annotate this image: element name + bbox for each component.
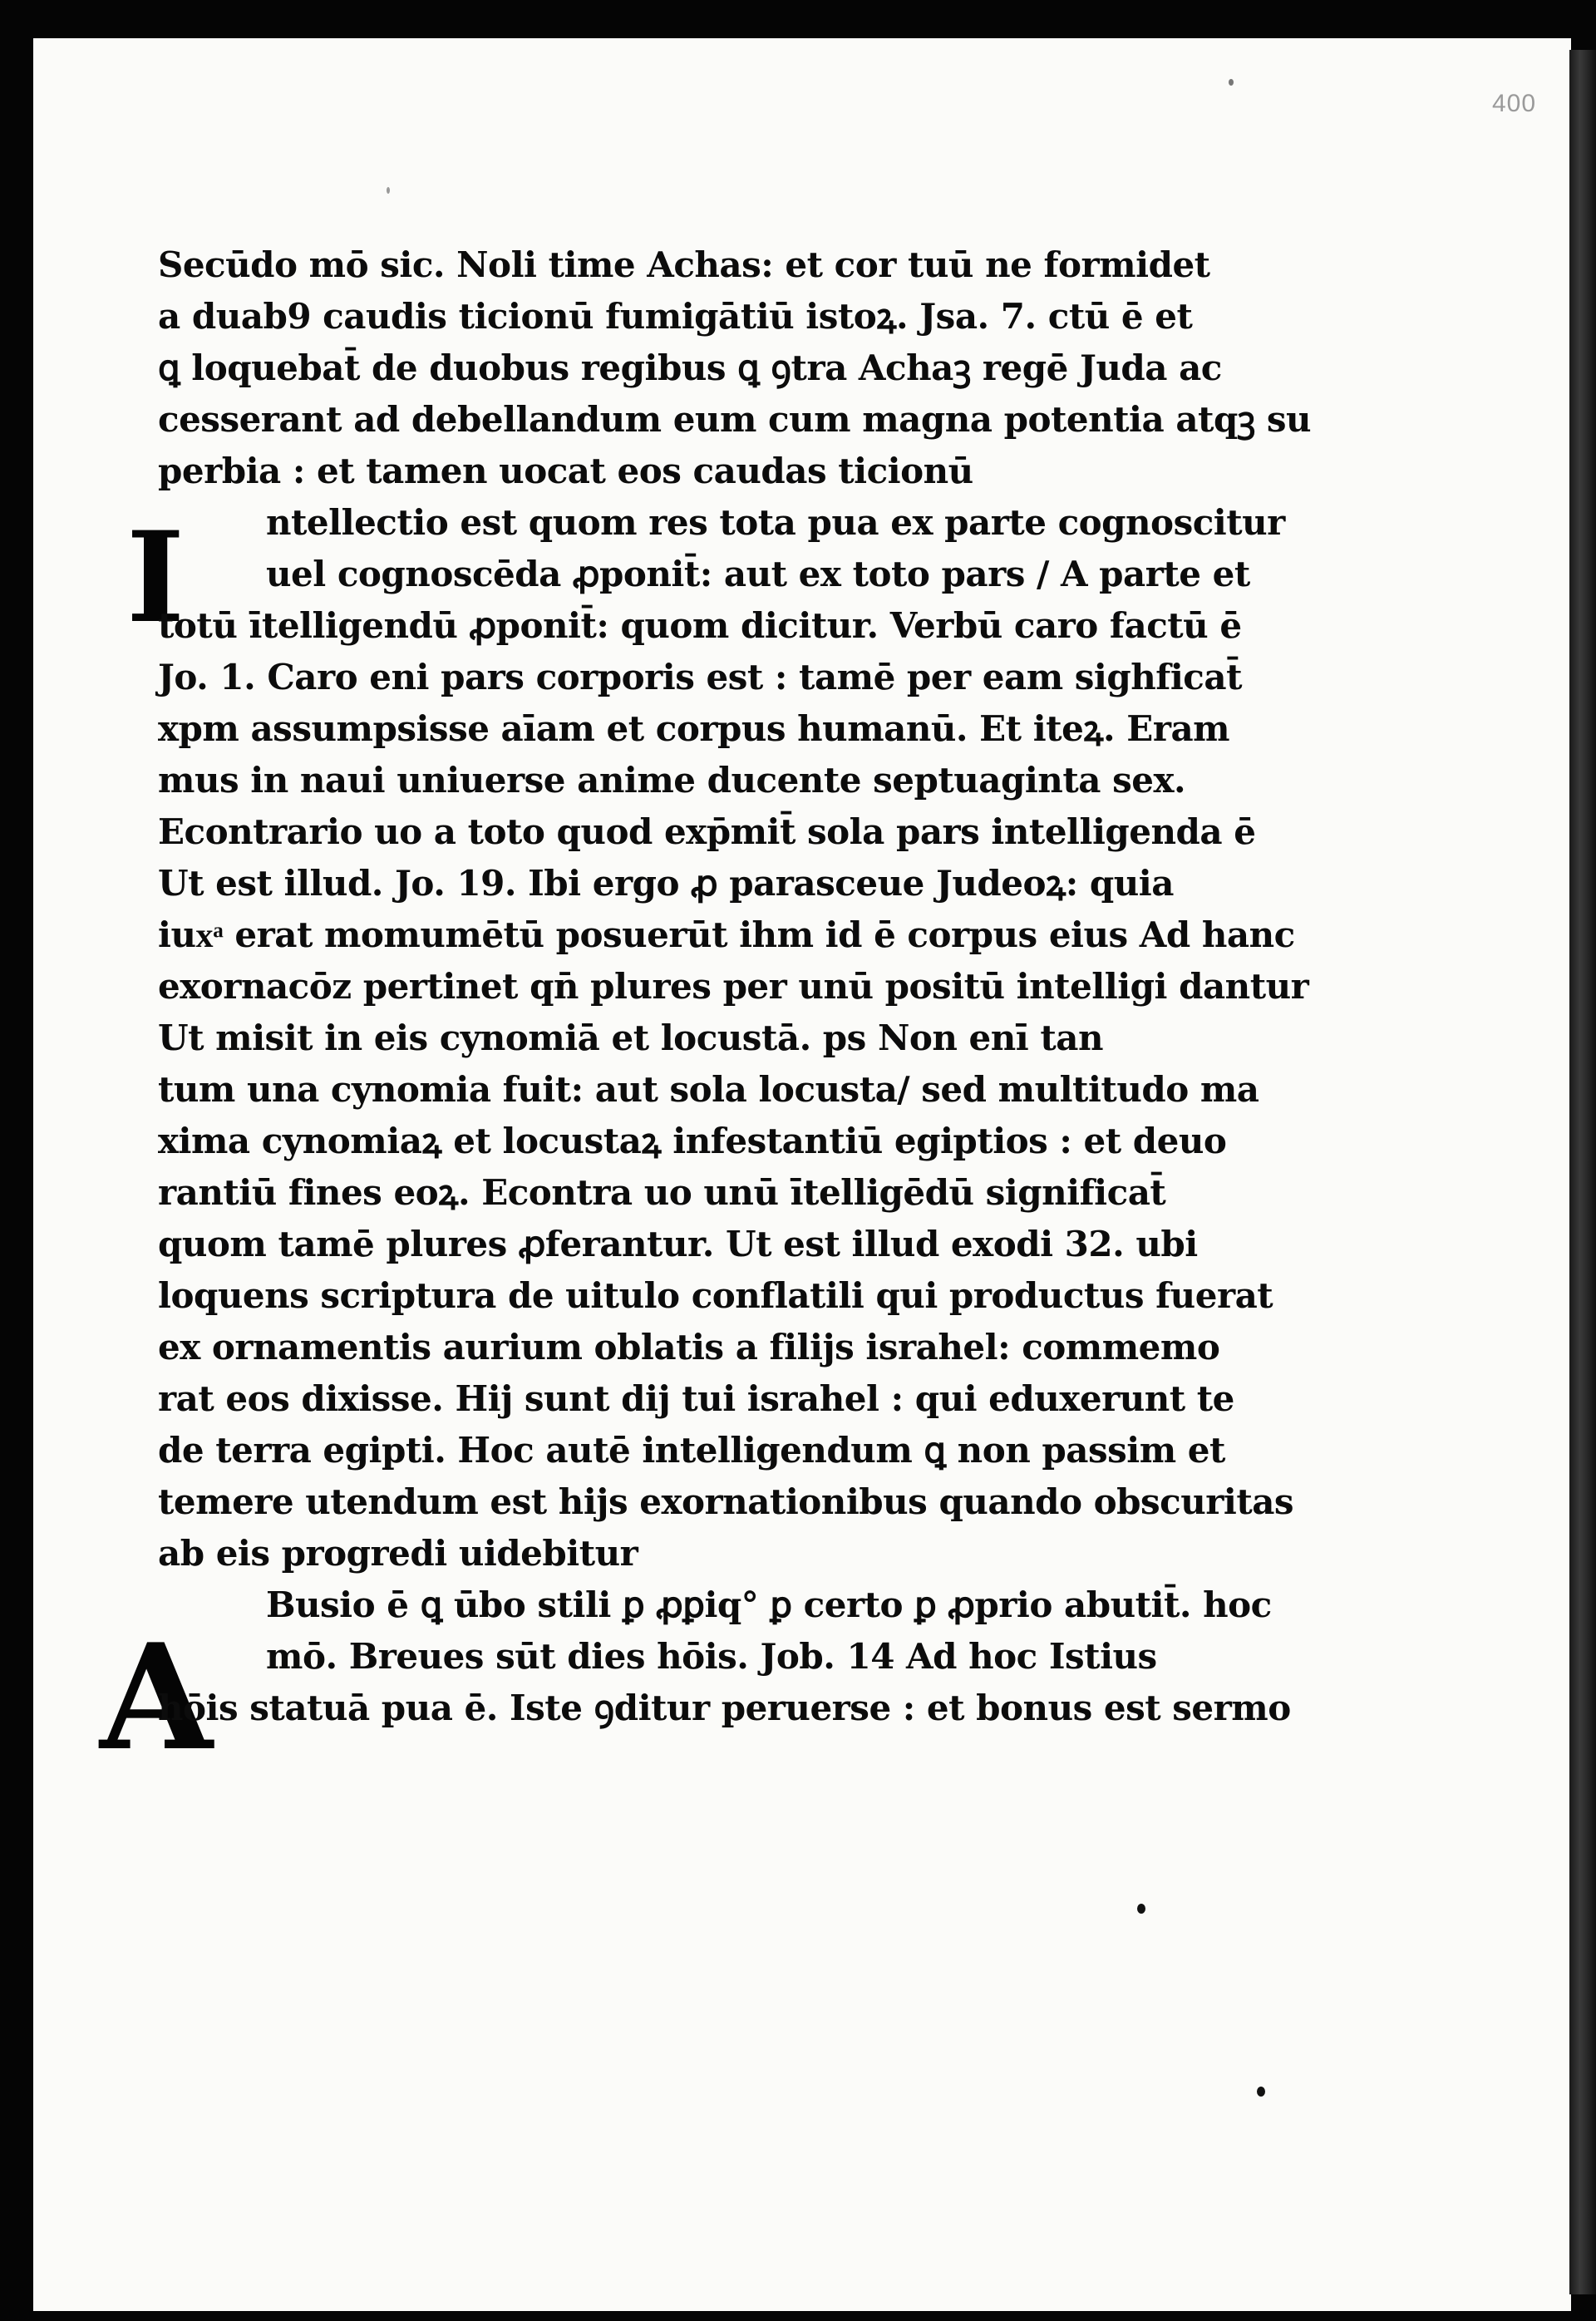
text-line: mus in naui uniuerse anime ducente septuaginta sex. [158,760,1186,801]
text-line: de terra egipti. Hoc autē intelligendum ꝗ non passim et [158,1430,1225,1471]
text-line: Econtrario uo a toto quod exp̄mit̄ sola pars intelligenda ē [158,811,1256,852]
text-line: Ut misit in eis cynomiā et locustā. ps Non enī tan [158,1018,1103,1058]
blackletter-text-block [158,239,1312,1734]
ink-speck [1229,79,1234,86]
text-line: Jo. 1. Caro eni pars corporis est : tamē per eam sighficat̄ [158,657,1242,697]
text-line: xima cynomiaꝝ et locustaꝝ infestantiū egiptios : et deuo [158,1121,1227,1161]
page-edge-shadow [1569,50,1596,2294]
text-line: xpm assumpsisse aīam et corpus humanū. Et iteꝝ. Eram [158,708,1230,749]
ink-speck [1137,1904,1145,1914]
text-line: Busio ē ꝗ ūbo stili ꝑ ꝓꝑiq° ꝑ certo ꝑ ꝓprio abutit̄. hoc [266,1584,1272,1625]
text-line: a duab9 caudis ticionū fumigātiū istoꝝ. Jsa. 7. ctū ē et [158,296,1193,337]
text-line: ntellectio est quom res tota pua ex parte cognoscitur [266,502,1285,543]
text-line: rat eos dixisse. Hij sunt dij tui israhel : qui eduxerunt te [158,1378,1234,1419]
ink-speck [387,187,390,194]
text-line: ab eis progredi uidebitur [158,1533,638,1574]
text-line: tum una cynomia fuit: aut sola locusta/ sed multitudo ma [158,1069,1259,1110]
text-line: mō. Breues sūt dies hōis. Job. 14 Ad hoc Istius [266,1636,1157,1677]
text-line: hōis statuā pua ē. Iste ꝯditur peruerse : et bonus est sermo [158,1688,1291,1728]
text-line: iuxͣ erat momumētū posuerūt ihm id ē corpus eius Ad hanc [158,914,1295,955]
decorated-initial-i: I [126,505,185,651]
text-line: ex ornamentis aurium oblatis a filijs israhel: commemo [158,1327,1220,1367]
text-line: temere utendum est hijs exornationibus quando obscuritas [158,1481,1294,1522]
text-line: Secūdo mō sic. Noli time Achas: et cor tuū ne formidet [158,244,1210,285]
text-line: rantiū fines eoꝝ. Econtra uo unū ītelligēdū significat̄ [158,1172,1166,1213]
text-line: exornacōz pertinet qn̄ plures per unū positū intelligi dantur [158,966,1309,1007]
ink-speck [1257,2087,1265,2097]
text-line: Ut est illud. Jo. 19. Ibi ergo ꝓ parasceue Judeoꝝ: quia [158,863,1174,904]
decorated-initial-a: A [100,1613,213,1783]
text-line: perbia : et tamen uocat eos caudas ticionū [158,451,973,491]
text-line: uel cognoscēda ꝓponit̄: aut ex toto pars / A parte et [266,554,1250,594]
text-line: ꝗ loquebat̄ de duobus regibus ꝗ ꝯtra Achaꝫ regē Juda ac [158,347,1222,388]
text-line: cesserant ad debellandum eum cum magna potentia atqꝫ su [158,399,1312,440]
folio-number: 400 [1492,90,1537,117]
text-line: loquens scriptura de uitulo conflatili qui productus fuerat [158,1275,1273,1316]
text-line: quom tamē plures ꝓferantur. Ut est illud exodi 32. ubi [158,1224,1198,1264]
text-line: totū ītelligendū ꝓponit̄: quom dicitur. Verbū caro factū ē [158,605,1242,646]
